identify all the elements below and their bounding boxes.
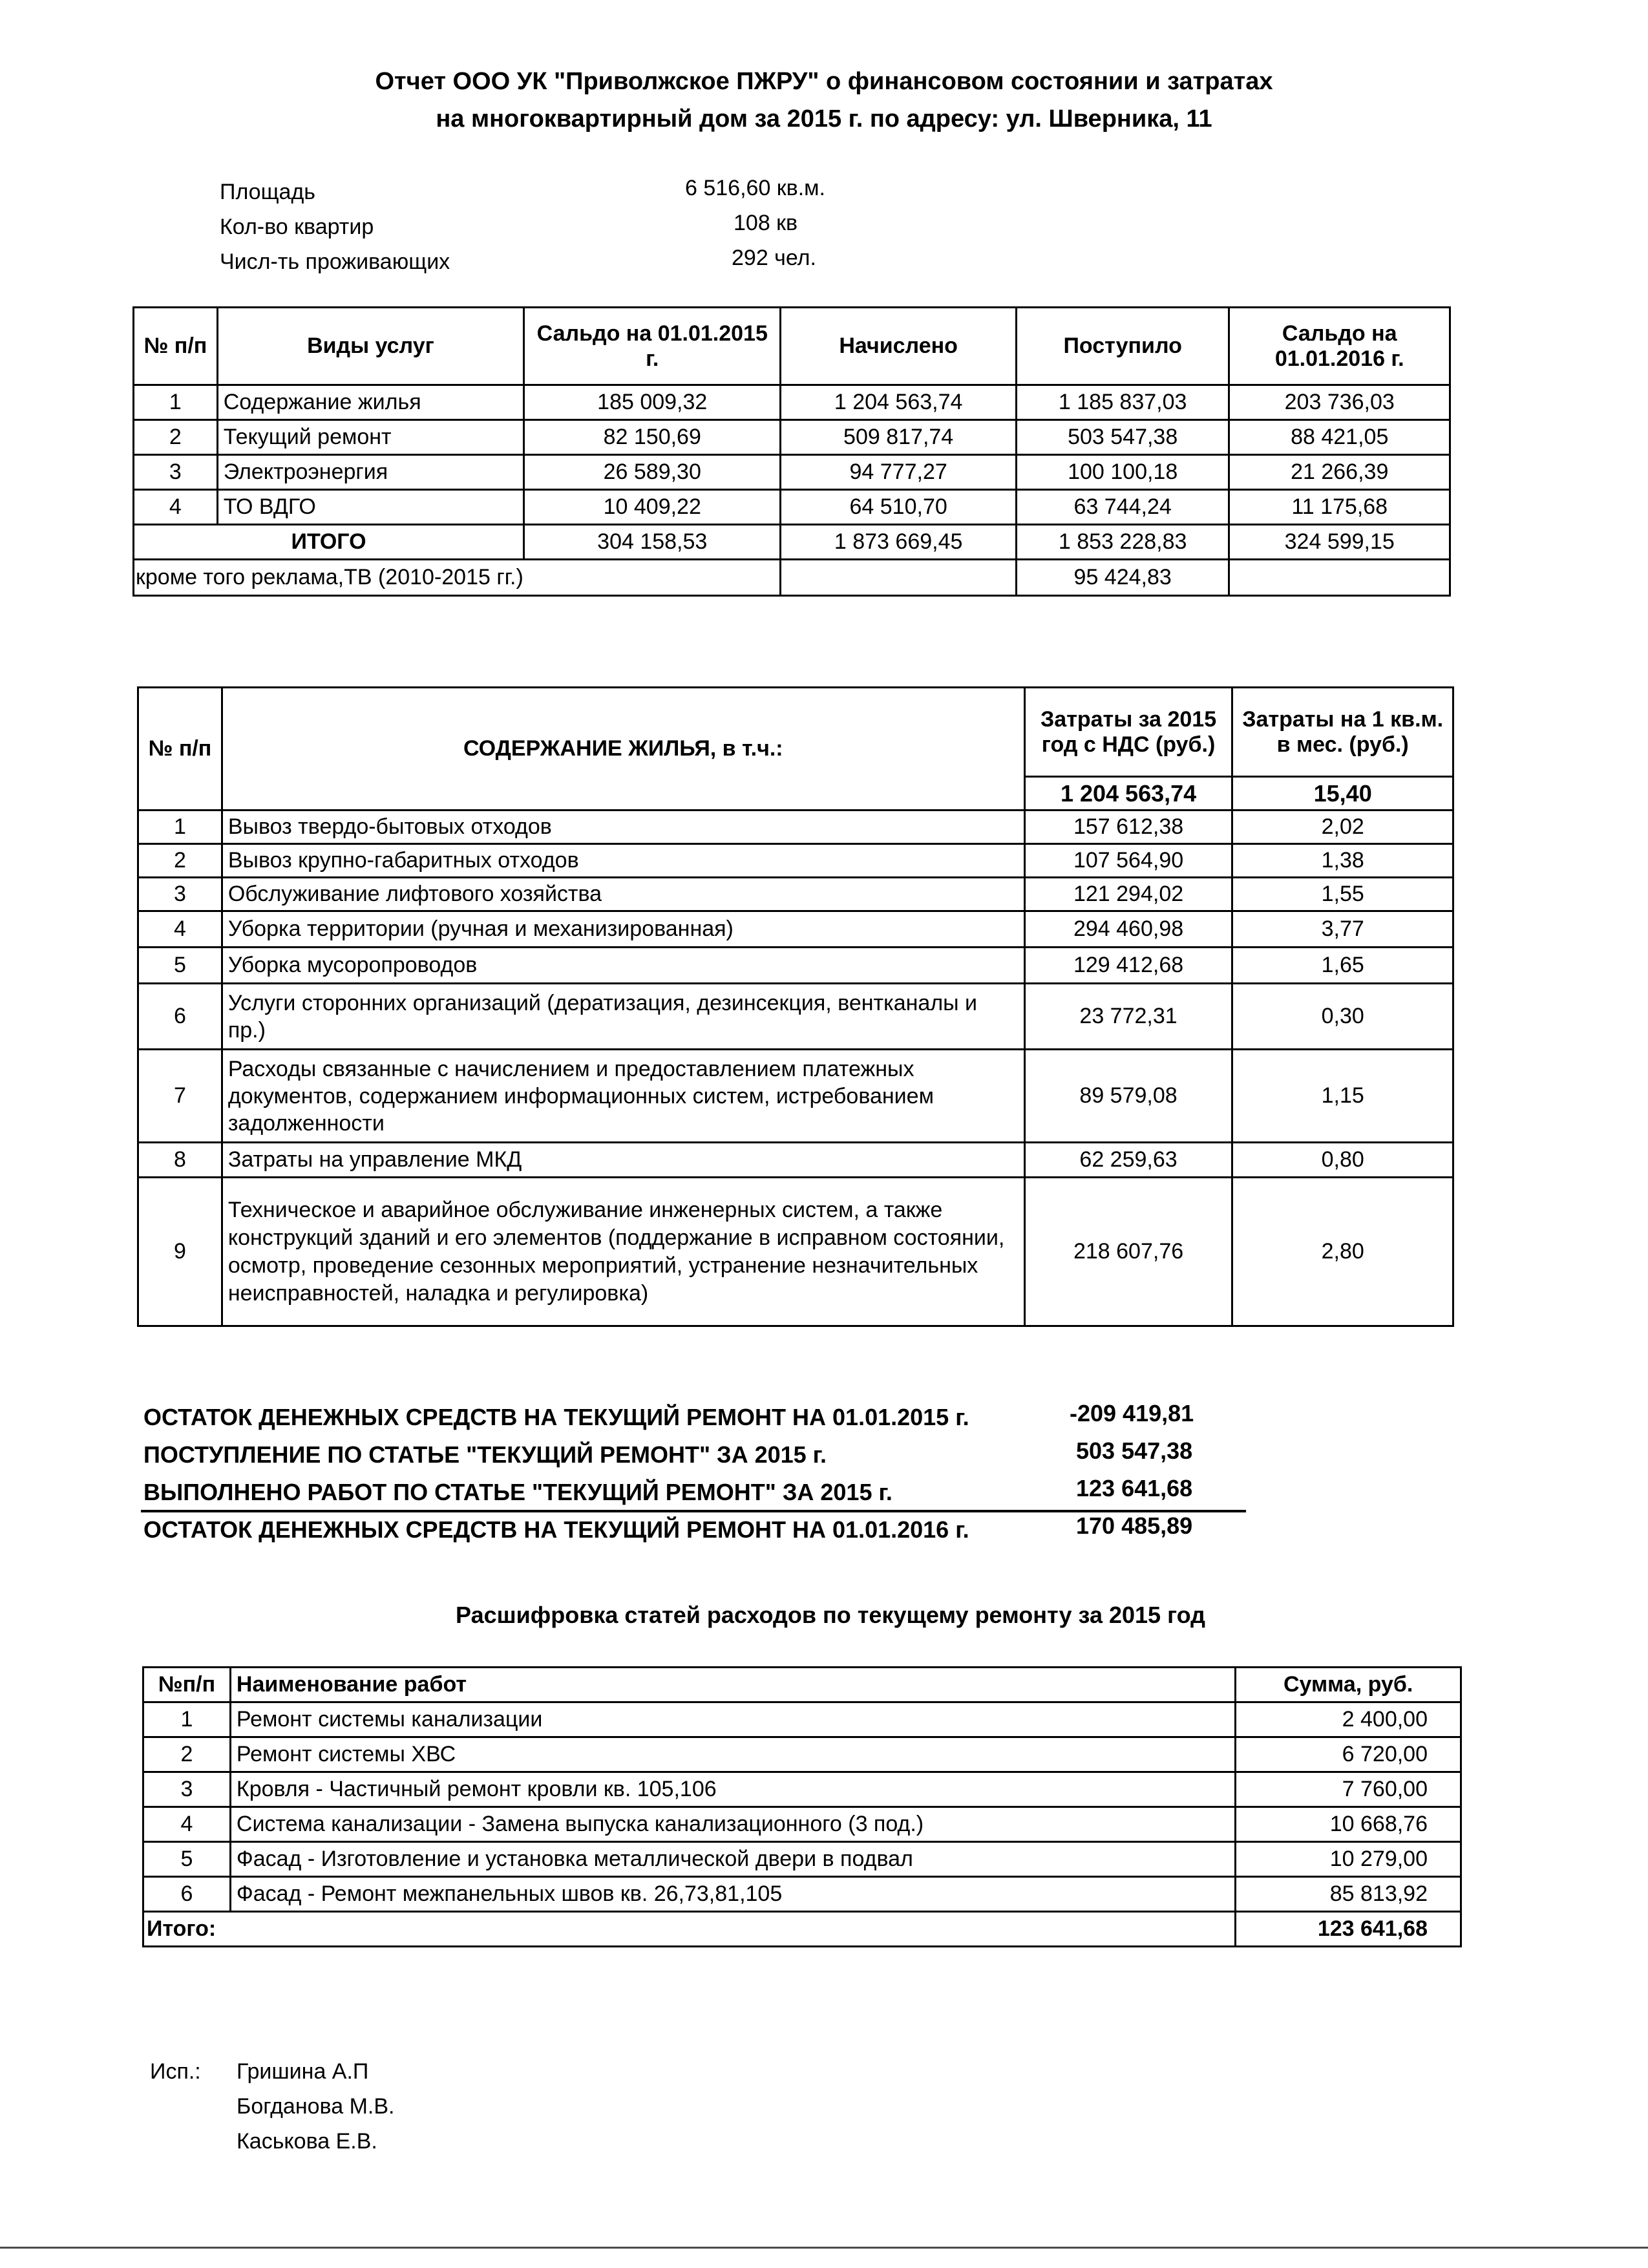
t3-num: 5 [143,1842,231,1877]
t1-balance-2016: 88 421,05 [1229,420,1450,455]
t2-cost: 89 579,08 [1024,1050,1232,1143]
t3-num: 3 [143,1772,231,1807]
t1-accrued: 1 204 563,74 [781,385,1016,420]
t2-rate: 0,80 [1232,1143,1453,1178]
table-row [143,1772,1461,1807]
t2-rate: 1,38 [1232,844,1453,878]
t1-num: 1 [134,385,218,420]
extra-row [134,560,1450,596]
info-flats-label: Кол-во квартир [220,215,374,239]
t3-sum: 7 760,00 [1236,1772,1461,1807]
t3-sum: 2 400,00 [1236,1702,1461,1737]
t2-service: Уборка территории (ручная и механизированная) [222,911,1024,948]
summary-value-received: 503 547,38 [1076,1437,1193,1464]
t2-cost: 218 607,76 [1024,1178,1232,1326]
t1-service: Электроэнергия [217,455,523,490]
t2-service: Затраты на управление МКД [222,1143,1024,1178]
t2-num: 1 [138,811,222,844]
t1-total-received: 1 853 228,83 [1016,525,1229,560]
t1-total-balance-2015: 304 158,53 [524,525,781,560]
table-row [134,420,1450,455]
t3-name: Кровля - Частичный ремонт кровли кв. 105,106 [230,1772,1235,1807]
t2-num: 6 [138,984,222,1050]
t2-num: 4 [138,911,222,948]
t2-cost: 62 259,63 [1024,1143,1232,1178]
t1-balance-2015: 26 589,30 [524,455,781,490]
t1-balance-2016: 203 736,03 [1229,385,1450,420]
t3-sum: 6 720,00 [1236,1737,1461,1772]
table-row [138,1178,1453,1326]
table-row [134,455,1450,490]
t2-rate: 0,30 [1232,984,1453,1050]
t1-service: Текущий ремонт [217,420,523,455]
summary-value-done: 123 641,68 [1076,1475,1193,1501]
t3-name: Фасад - Изготовление и установка металлической двери в подвал [230,1842,1235,1877]
t3-total-label: Итого: [143,1912,1236,1947]
t3-sum: 10 279,00 [1236,1842,1461,1877]
t2-num: 7 [138,1050,222,1143]
total-row [134,525,1450,560]
t2-service: Расходы связанные с начислением и предоставлением платежных документов, содержанием информационных систем, истребованием задолженности [222,1050,1024,1143]
t1-num: 4 [134,490,218,525]
t2-header-service: СОДЕРЖАНИЕ ЖИЛЬЯ, в т.ч.: [222,688,1024,811]
t3-name: Система канализации - Замена выпуска канализационного (3 под.) [230,1807,1235,1842]
maintenance-costs-table [137,686,1454,1327]
signature-name-3: Каськова Е.В. [237,2129,377,2154]
t1-service: Содержание жилья [217,385,523,420]
t2-cost: 121 294,02 [1024,878,1232,911]
signature-label: Исп.: [150,2059,201,2084]
t1-extra-empty [1229,560,1450,596]
t1-header-service: Виды услуг [217,308,523,385]
t1-received: 1 185 837,03 [1016,385,1229,420]
t1-extra-label: кроме того реклама,ТВ (2010-2015 гг.) [134,560,781,596]
t3-name: Ремонт системы ХВС [230,1737,1235,1772]
t2-cost: 157 612,38 [1024,811,1232,844]
table-row [143,1702,1461,1737]
t2-rate: 1,15 [1232,1050,1453,1143]
t2-service: Уборка мусоропроводов [222,948,1024,984]
t1-received: 503 547,38 [1016,420,1229,455]
t3-sum: 10 668,76 [1236,1807,1461,1842]
t3-header-num: №п/п [143,1668,231,1702]
t1-accrued: 64 510,70 [781,490,1016,525]
t2-cost: 129 412,68 [1024,948,1232,984]
t2-rate: 1,55 [1232,878,1453,911]
info-area-label: Площадь [220,180,316,204]
t1-extra-empty [781,560,1016,596]
t2-header-cost: Затраты за 2015 год с НДС (руб.) [1024,688,1232,777]
t1-header-accrued: Начислено [781,308,1016,385]
t2-total-rate: 15,40 [1232,777,1453,811]
t1-header-num: № п/п [134,308,218,385]
t1-accrued: 509 817,74 [781,420,1016,455]
t2-rate: 3,77 [1232,911,1453,948]
signature-name-1: Гришина А.П [237,2059,369,2084]
balance-table [132,306,1451,597]
t2-num: 2 [138,844,222,878]
info-residents-label: Числ-ть проживающих [220,249,450,274]
signature-name-2: Богданова М.В. [237,2094,395,2119]
summary-value-closing: 170 485,89 [1076,1512,1193,1539]
t2-num: 5 [138,948,222,984]
t2-rate: 2,80 [1232,1178,1453,1326]
t1-balance-2016: 11 175,68 [1229,490,1450,525]
t2-service: Техническое и аварийное обслуживание инженерных систем, а также конструкций зданий и его элементов (поддержание в исправном состоянии, осмотр, проведение сезонных мероприятий, устранение незначительных неисправностей, наладка и регулировка) [222,1178,1024,1326]
table-row [138,984,1453,1050]
t3-num: 4 [143,1807,231,1842]
t1-total-accrued: 1 873 669,45 [781,525,1016,560]
total-row [143,1912,1461,1947]
t3-total-sum: 123 641,68 [1236,1912,1461,1947]
t2-num: 9 [138,1178,222,1326]
t1-received: 63 744,24 [1016,490,1229,525]
table-row [143,1842,1461,1877]
repairs-title: Расшифровка статей расходов по текущему ремонту за 2015 год [456,1602,1205,1628]
summary-label-closing: ОСТАТОК ДЕНЕЖНЫХ СРЕДСТВ НА ТЕКУЩИЙ РЕМОНТ НА 01.01.2016 г. [143,1516,969,1543]
table-row [138,844,1453,878]
t3-header-name: Наименование работ [230,1668,1235,1702]
summary-label-done: ВЫПОЛНЕНО РАБОТ ПО СТАТЬЕ "ТЕКУЩИЙ РЕМОНТ" ЗА 2015 г. [143,1479,893,1505]
t2-cost: 107 564,90 [1024,844,1232,878]
t2-header-rate: Затраты на 1 кв.м. в мес. (руб.) [1232,688,1453,777]
page-bottom-edge [0,2247,1648,2249]
t2-service: Обслуживание лифтового хозяйства [222,878,1024,911]
summary-label-opening: ОСТАТОК ДЕНЕЖНЫХ СРЕДСТВ НА ТЕКУЩИЙ РЕМОНТ НА 01.01.2015 г. [143,1404,969,1430]
t3-name: Ремонт системы канализации [230,1702,1235,1737]
t2-num: 3 [138,878,222,911]
t2-total-cost: 1 204 563,74 [1024,777,1232,811]
report-title-line1: Отчет ООО УК "Приволжское ПЖРУ" о финансовом состоянии и затратах [375,68,1273,95]
t1-total-balance-2016: 324 599,15 [1229,525,1450,560]
t1-balance-2016: 21 266,39 [1229,455,1450,490]
table-row [138,878,1453,911]
t1-accrued: 94 777,27 [781,455,1016,490]
t2-service: Услуги сторонних организаций (дератизация, дезинсекция, вентканалы и пр.) [222,984,1024,1050]
t2-cost: 23 772,31 [1024,984,1232,1050]
t2-rate: 1,65 [1232,948,1453,984]
report-title-line2: на многоквартирный дом за 2015 г. по адресу: ул. Шверника, 11 [436,105,1212,132]
t3-header-sum: Сумма, руб. [1236,1668,1461,1702]
t1-total-label: ИТОГО [134,525,524,560]
table-row [138,948,1453,984]
table-row [143,1877,1461,1912]
t1-extra-received: 95 424,83 [1016,560,1229,596]
t2-header-num: № п/п [138,688,222,811]
t1-received: 100 100,18 [1016,455,1229,490]
t1-num: 2 [134,420,218,455]
t2-num: 8 [138,1143,222,1178]
t1-balance-2015: 185 009,32 [524,385,781,420]
t2-cost: 294 460,98 [1024,911,1232,948]
t1-balance-2015: 10 409,22 [524,490,781,525]
table-row [143,1737,1461,1772]
t3-name: Фасад - Ремонт межпанельных швов кв. 26,73,81,105 [230,1877,1235,1912]
info-residents-value: 292 чел. [732,246,816,270]
t2-rate: 2,02 [1232,811,1453,844]
table-row [138,1050,1453,1143]
summary-value-opening: -209 419,81 [1070,1400,1194,1426]
t1-header-balance-2016: Сальдо на 01.01.2016 г. [1229,308,1450,385]
t1-num: 3 [134,455,218,490]
table-row [138,811,1453,844]
table-row [134,385,1450,420]
t3-sum: 85 813,92 [1236,1877,1461,1912]
table-row [134,490,1450,525]
table-row [143,1807,1461,1842]
repairs-table [142,1666,1462,1947]
t2-service: Вывоз крупно-габаритных отходов [222,844,1024,878]
table-row [138,1143,1453,1178]
table-row [138,911,1453,948]
t1-balance-2015: 82 150,69 [524,420,781,455]
info-flats-value: 108 кв [734,211,798,235]
t3-num: 1 [143,1702,231,1737]
summary-label-received: ПОСТУПЛЕНИЕ ПО СТАТЬЕ "ТЕКУЩИЙ РЕМОНТ" ЗА 2015 г. [143,1441,827,1468]
t2-service: Вывоз твердо-бытовых отходов [222,811,1024,844]
t3-num: 2 [143,1737,231,1772]
t1-header-balance-2015: Сальдо на 01.01.2015 г. [524,308,781,385]
t1-header-received: Поступило [1016,308,1229,385]
t3-num: 6 [143,1877,231,1912]
t1-service: ТО ВДГО [217,490,523,525]
info-area-value: 6 516,60 кв.м. [685,176,825,200]
